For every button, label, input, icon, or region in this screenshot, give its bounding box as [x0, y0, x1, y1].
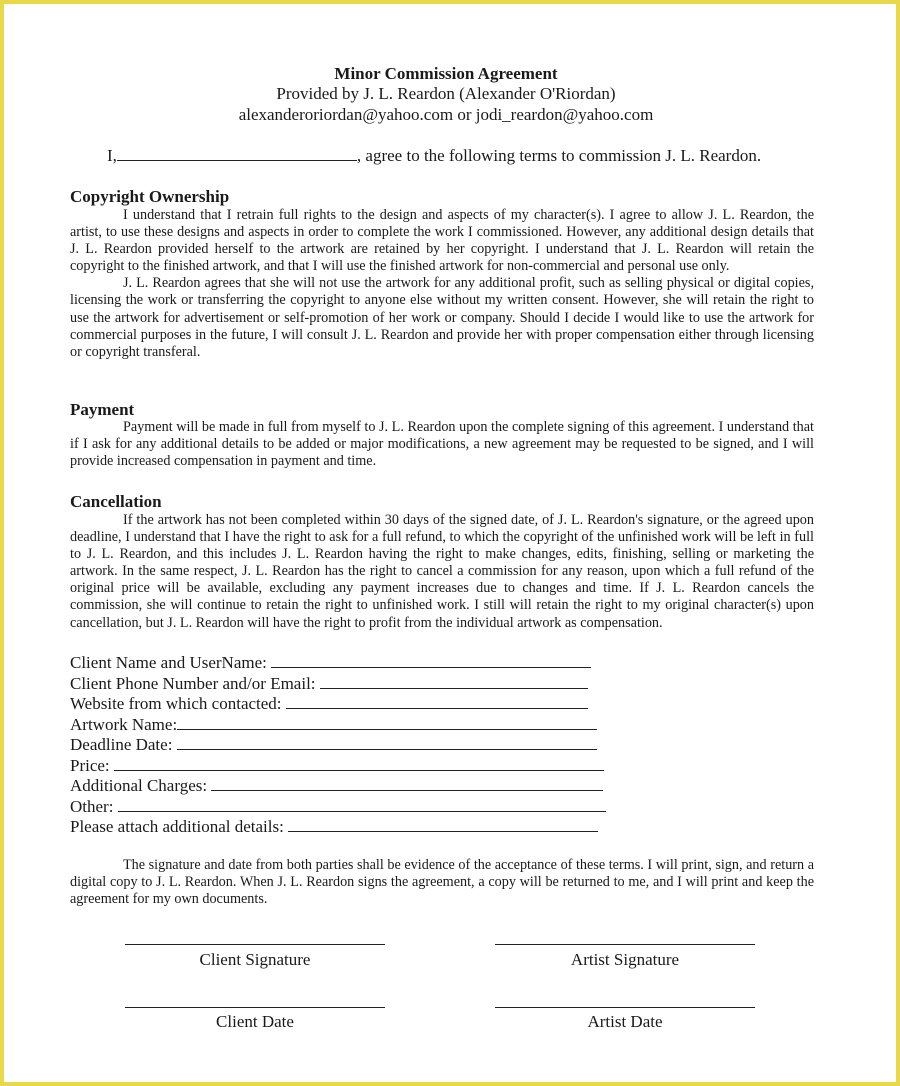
field-label: Other: [70, 797, 118, 816]
payment-section-text [70, 419, 814, 470]
client-contact-line[interactable] [320, 673, 588, 689]
form-field-website [70, 693, 588, 714]
other-line[interactable] [118, 796, 606, 812]
client-name-blank[interactable] [117, 146, 357, 161]
form-field-client-contact [70, 673, 588, 694]
field-label: Price: [70, 756, 114, 775]
deadline-date-line[interactable] [177, 734, 597, 750]
artwork-name-line[interactable] [177, 714, 597, 730]
price-line[interactable] [114, 755, 604, 771]
payment-paragraph-1: Payment will be made in full from myself to J. L. Reardon upon the complete signing of this agreement. I understand that if I ask for any additional details to be added or major modifications, a new agreement may be requested to be signed, and I will provide increased compensation in payment and time. [70, 419, 814, 470]
form-field-price [70, 755, 604, 776]
artist-signature-label: Artist Signature [570, 950, 680, 969]
artist-date-line[interactable] [495, 1007, 755, 1008]
client-name-line[interactable] [271, 652, 591, 668]
field-label: Additional Charges: [70, 776, 212, 795]
copyright-paragraph-1: I understand that I retrain full rights to the design and aspects of my character(s). I agree to allow J. L. Reardon, the artist, to use these designs and aspects in order to complete the work I commissioned. However, any additional design details that J. L. Reardon provided herself to the artwork are retained by her copyright. I understand that J. L. Reardon will retain the copyright to the finished artwork, and that I will use the finished artwork for non-commercial and personal use only. [70, 207, 814, 275]
provider-line: Provided by J. L. Reardon (Alexander O'Riordan) [276, 84, 616, 103]
section-heading-payment: Payment [70, 400, 135, 419]
field-label: Client Name and UserName: [70, 653, 272, 672]
contact-emails: alexanderoriordan@yahoo.com or jodi_reardon@yahoo.com [238, 105, 654, 124]
form-field-additional-charges [70, 775, 603, 796]
copyright-paragraph-2: J. L. Reardon agrees that she will not use the artwork for any additional profit, such as selling physical or digital copies, licensing the work or transferring the copyright to anyone else without my written consent. However, she will retain the right to use the artwork for advertisement or self-promotion of her work or company. Should I decide I would like to use the artwork for commercial purposes in the future, I will consult J. L. Reardon and provide her with proper compensation either through licensing or copyright transferal. [70, 275, 814, 360]
field-label: Deadline Date: [70, 735, 177, 754]
intro-statement [107, 146, 761, 166]
section-heading-copyright: Copyright Ownership [70, 187, 230, 206]
field-label: Website from which contacted: [70, 694, 286, 713]
form-field-client-name [70, 652, 591, 673]
form-field-other [70, 796, 606, 817]
client-date-line[interactable] [125, 1007, 385, 1008]
client-signature-line[interactable] [125, 944, 385, 945]
field-label: Please attach additional details: [70, 817, 289, 836]
closing-paragraph: The signature and date from both parties shall be evidence of the acceptance of these terms. I will print, sign, and return a digital copy to J. L. Reardon. When J. L. Reardon signs the agreement, a copy will be returned to me, and I will print and keep the agreement for my own documents. [70, 857, 814, 908]
cancellation-paragraph-1: If the artwork has not been completed within 30 days of the signed date, of J. L. Reardon's signature, or the agreed upon deadline, I understand that I have the right to ask for a full refund, to which the copyright of the unfinished work will be left in full to J. L. Reardon, and this includes J. L. Reardon having the right to make changes, edits, finishing, selling or marketing the artwork. In the same respect, J. L. Reardon has the right to cancel a commission for any reason, upon which a full refund of the original price will be available, excluding any payment increases due to changes and time. If J. L. Reardon cancels the commission, she will continue to retain the right to unfinished work. I still will retain the right to my original character(s) upon cancellation, but J. L. Reardon will have the right to profit from the individual artwork as compensation. [70, 512, 814, 631]
website-line[interactable] [286, 693, 588, 709]
copyright-section-text [70, 207, 814, 361]
document-title: Minor Commission Agreement [334, 64, 558, 83]
field-label: Artwork Name: [70, 715, 178, 734]
closing-statement [70, 857, 814, 908]
artist-signature-line[interactable] [495, 944, 755, 945]
cancellation-section-text [70, 512, 814, 632]
intro-suffix: , agree to the following terms to commission J. L. Reardon. [356, 146, 762, 165]
additional-details-line[interactable] [288, 816, 598, 832]
form-field-additional-details [70, 816, 598, 837]
client-date-label: Client Date [216, 1012, 294, 1031]
additional-charges-line[interactable] [211, 775, 603, 791]
form-field-deadline-date [70, 734, 597, 755]
client-signature-label: Client Signature [199, 950, 311, 969]
artist-date-label: Artist Date [587, 1012, 663, 1031]
form-field-artwork-name [70, 714, 597, 735]
intro-prefix: I, [107, 146, 117, 165]
field-label: Client Phone Number and/or Email: [70, 674, 320, 693]
section-heading-cancellation: Cancellation [70, 492, 162, 511]
